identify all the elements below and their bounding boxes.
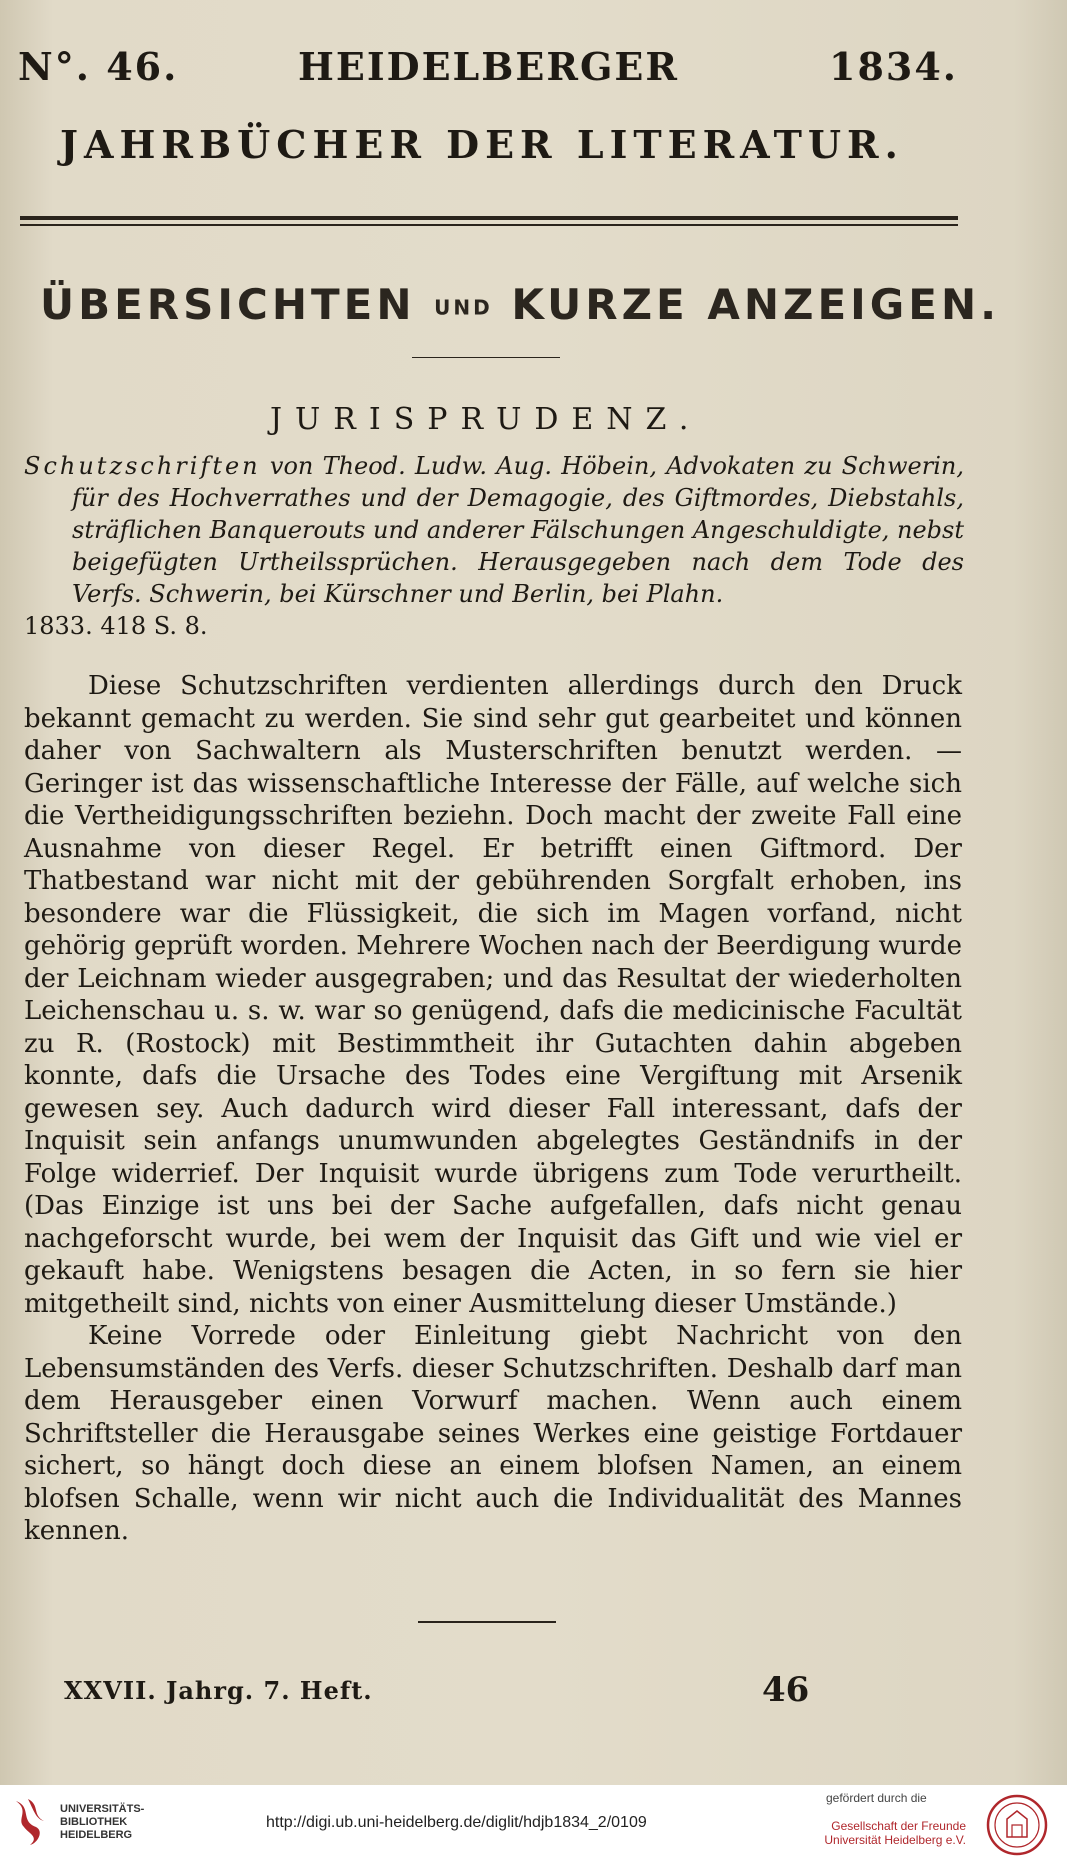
section-title bbox=[40, 280, 1001, 329]
section-title-und: UND bbox=[434, 295, 493, 320]
university-library-logo-icon[interactable] bbox=[10, 1797, 50, 1849]
citation-paragraph bbox=[24, 450, 964, 610]
volume-signature: XXVII. Jahrg. 7. Heft. bbox=[64, 1676, 373, 1705]
sponsor-organization[interactable] bbox=[796, 1819, 966, 1847]
library-name bbox=[60, 1803, 144, 1842]
sponsor-label: gefördert durch die bbox=[826, 1791, 927, 1805]
journal-subtitle: JAHRBÜCHER DER LITERATUR. bbox=[60, 122, 904, 167]
end-divider bbox=[418, 1621, 556, 1623]
sponsor-line-2: Universität Heidelberg e.V. bbox=[824, 1833, 966, 1847]
sponsor-line-1: Gesellschaft der Freunde bbox=[831, 1819, 966, 1833]
review-body bbox=[24, 670, 962, 1548]
section-title-part2: KURZE ANZEIGEN. bbox=[511, 280, 1001, 329]
citation-imprint-line bbox=[24, 610, 964, 642]
citation-imprint: 1833. 418 S. 8. bbox=[24, 612, 208, 640]
library-name-line-3: HEIDELBERG bbox=[60, 1829, 133, 1841]
university-seal-icon[interactable] bbox=[985, 1793, 1049, 1857]
section-title-part1: ÜBERSICHTEN bbox=[40, 280, 416, 329]
library-name-line-1: UNIVERSITÄTS- bbox=[60, 1803, 145, 1815]
review-paragraph-2: Keine Vorrede oder Einleitung giebt Nachricht von den Lebensumständen des Verfs. dieser Schutzschriften. Deshalb darf man dem Herausgeber einen Vorwurf machen. Wenn auch einem Schriftsteller die Herausgabe seines Werkes eine geistige Fortdauer sichert, so hängt doch diese an einem blofsen Namen, an einem blofsen Schalle, wenn wir nicht auch die Individualität des Mannes kennen. bbox=[24, 1321, 962, 1546]
masthead bbox=[18, 44, 958, 94]
library-footer-bar bbox=[0, 1785, 1067, 1862]
journal-title: HEIDELBERGER bbox=[298, 44, 679, 89]
book-citation bbox=[24, 450, 964, 642]
library-name-line-2: BIBLIOTHEK bbox=[60, 1816, 128, 1828]
citation-text: von Theod. Ludw. Aug. Höbein, Advokaten zu Schwerin, für des Hochverrathes und der Demagogie, des Giftmordes, Diebstahls, sträflichen Banquerouts und anderer Fälschungen Angeschuldigte, nebst beigefügten Urtheilssprüchen. Herausgegeben nach dem Tode des Verfs. Schwerin, bei Kürschner und Berlin, bei Plahn. bbox=[72, 452, 965, 608]
page-number: 46 bbox=[762, 1670, 810, 1710]
section-divider bbox=[412, 357, 560, 358]
subject-heading: JURISPRUDENZ. bbox=[270, 402, 702, 437]
citation-lead: Schutzschriften bbox=[24, 452, 261, 480]
masthead-rule-thick bbox=[20, 216, 958, 220]
masthead-rule-thin bbox=[20, 224, 958, 226]
issue-number: N°. 46. bbox=[18, 44, 179, 89]
review-paragraph-1: Diese Schutzschriften verdienten allerdings durch den Druck bekannt gemacht zu werden. Sie sind sehr gut gearbeitet und können daher von Sachwaltern als Musterschriften benutzt werden. — Geringer ist das wissenschaftliche Interesse der Fälle, auf welche sich die Vertheidigungsschriften beziehn. Doch macht der zweite Fall eine Ausnahme von dieser Regel. Er betrifft einen Giftmord. Der Thatbestand war nicht mit der gebührenden Sorgfalt erhoben, ins besondere war die Flüssigkeit, die sich im Magen vorfand, nicht gehörig geprüft worden. Mehrere Wochen nach der Beerdigung wurde der Leichnam wieder ausgegraben; und das Resultat der wiederholten Leichenschau u. s. w. war so genügend, dafs die medicinische Facultät zu R. (Rostock) mit Bestimmtheit ihr Gutachten dahin abgeben konnte, dafs die Ursache des Todes eine Vergiftung mit Arsenik gewesen sey. Auch dadurch wird dieser Fall interessant, dafs der Inquisit sein anfangs unumwunden abgelegtes Geständnifs in der Folge widerrief. Der Inquisit wurde übrigens zum Tode verurtheilt. (Das Einzige ist uns bei der Sache aufgefallen, dafs nicht genau nachgeforscht wurde, bei wem der Inquisit das Gift und wie viel er gekauft habe. Wenigstens besagen die Acten, in so fern sie hier mitgetheilt sind, nichts von einer Ausmittelung dieser Umstände.) bbox=[24, 671, 962, 1319]
issue-year: 1834. bbox=[829, 44, 958, 89]
permalink-url[interactable]: http://digi.ub.uni-heidelberg.de/diglit/hdjb1834_2/0109 bbox=[266, 1814, 647, 1831]
